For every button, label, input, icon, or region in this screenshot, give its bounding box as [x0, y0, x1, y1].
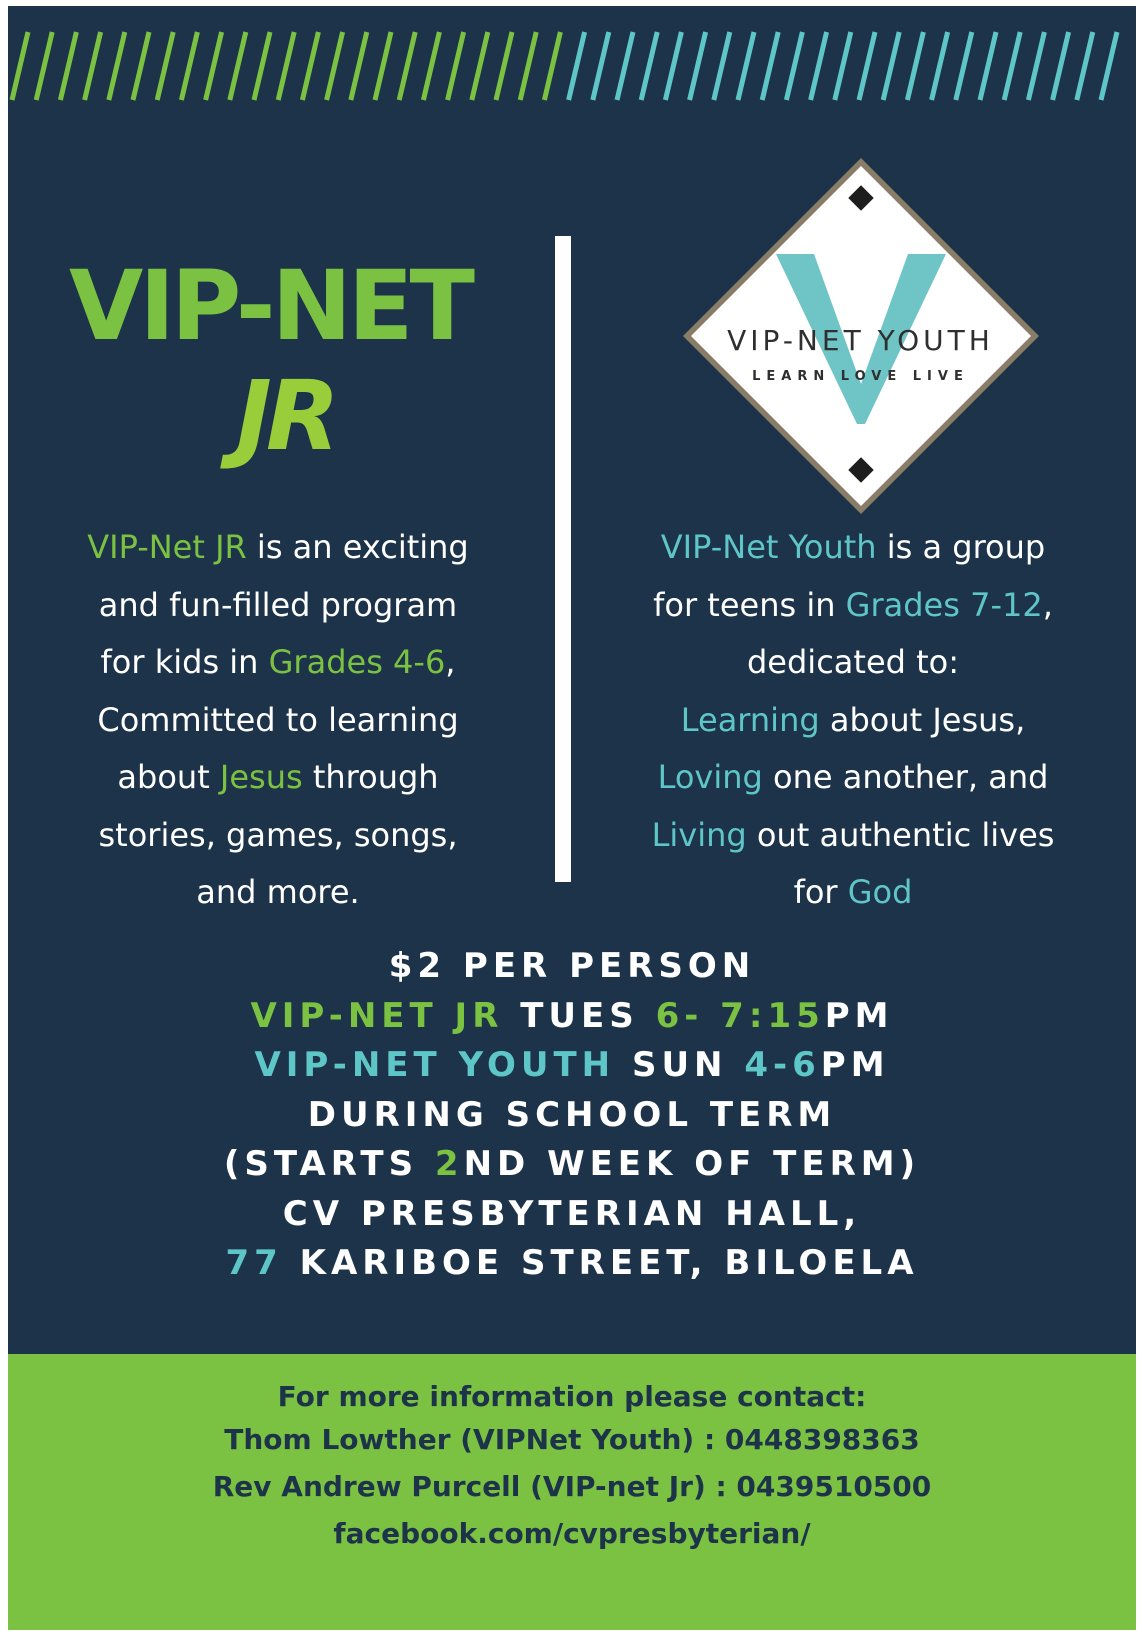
youth-session-time: VIP-NET YOUTH SUN 4-6PM [254, 1045, 890, 1085]
stripe [956, 32, 972, 100]
stripe [544, 32, 560, 100]
stripe [811, 32, 827, 100]
jr-name: VIP-Net JR [87, 528, 247, 566]
stripe [641, 32, 657, 100]
stripe [36, 32, 52, 100]
address: 77 KARIBOE STREET, BILOELA [225, 1243, 919, 1283]
stripe [206, 32, 222, 100]
stripe [302, 32, 318, 100]
stripe [496, 32, 512, 100]
stripe [883, 32, 899, 100]
term-note: DURING SCHOOL TERM [307, 1094, 837, 1135]
stripe [762, 32, 778, 100]
stripe [230, 32, 246, 100]
stripe [1077, 32, 1093, 100]
stripe [714, 32, 730, 100]
stripe [85, 32, 101, 100]
contact-thom: Thom Lowther (VIPNet Youth) : 0448398363 [224, 1423, 920, 1456]
stripe [907, 32, 923, 100]
stripe [1004, 32, 1020, 100]
facebook-link[interactable]: facebook.com/cvpresbyterian/ [333, 1517, 811, 1550]
stripe [520, 32, 536, 100]
stripe [133, 32, 149, 100]
stripe [1101, 32, 1117, 100]
stripe [278, 32, 294, 100]
stripe [980, 32, 996, 100]
venue: CV PRESBYTERIAN HALL, [282, 1193, 862, 1234]
start-note: (STARTS 2ND WEEK OF TERM) [223, 1144, 921, 1184]
stripe [593, 32, 609, 100]
stripe [60, 32, 76, 100]
logo-tagline: LEARN LOVE LIVE [752, 369, 969, 384]
stripe [254, 32, 270, 100]
stripe [375, 32, 391, 100]
column-divider [555, 236, 571, 882]
contact-heading: For more information please contact: [277, 1380, 867, 1413]
stripe [399, 32, 415, 100]
stripe [665, 32, 681, 100]
logo-wordmark: VIP-NET YOUTH [727, 324, 994, 357]
stripe [448, 32, 464, 100]
stripe [738, 32, 754, 100]
stripe [835, 32, 851, 100]
price: $2 PER PERSON [388, 946, 756, 986]
stripe [472, 32, 488, 100]
program-title: VIP-NET [69, 250, 471, 362]
stripe [859, 32, 875, 100]
schedule-info [8, 942, 1136, 1289]
stripe [1053, 32, 1069, 100]
contact-footer [8, 1354, 1136, 1630]
stripe [423, 32, 439, 100]
contact-andrew: Rev Andrew Purcell (VIP-net Jr) : 0439510500 [212, 1470, 932, 1503]
stripe [617, 32, 633, 100]
stripe [181, 32, 197, 100]
stripe [351, 32, 367, 100]
flyer [8, 6, 1136, 1630]
stripe [690, 32, 706, 100]
stripe [932, 32, 948, 100]
stripe [786, 32, 802, 100]
stripe [109, 32, 125, 100]
stripe [569, 32, 585, 100]
youth-description: VIP-Net Youth is a group for teens in Grades 7-12, dedicated to: Learning about Jesus, Loving one another, and Living out authentic lives for God [651, 528, 1055, 911]
stripe [327, 32, 343, 100]
jr-description: VIP-Net JR is an exciting and fun-filled program for kids in Grades 4-6, Committed to learning about Jesus through stories, games, songs, and more. [87, 528, 469, 911]
stripe [157, 32, 173, 100]
stripe [1028, 32, 1044, 100]
youth-grades: Grades 7-12 [845, 585, 1043, 624]
youth-name: VIP-Net Youth [660, 528, 877, 566]
jr-grades: Grades 4-6 [268, 643, 446, 681]
stripe [12, 32, 28, 100]
decorative-stripes [8, 30, 1136, 102]
program-subtitle: JR [236, 360, 334, 472]
jr-session-time: VIP-NET JR TUES 6- 7:15PM [250, 995, 894, 1036]
